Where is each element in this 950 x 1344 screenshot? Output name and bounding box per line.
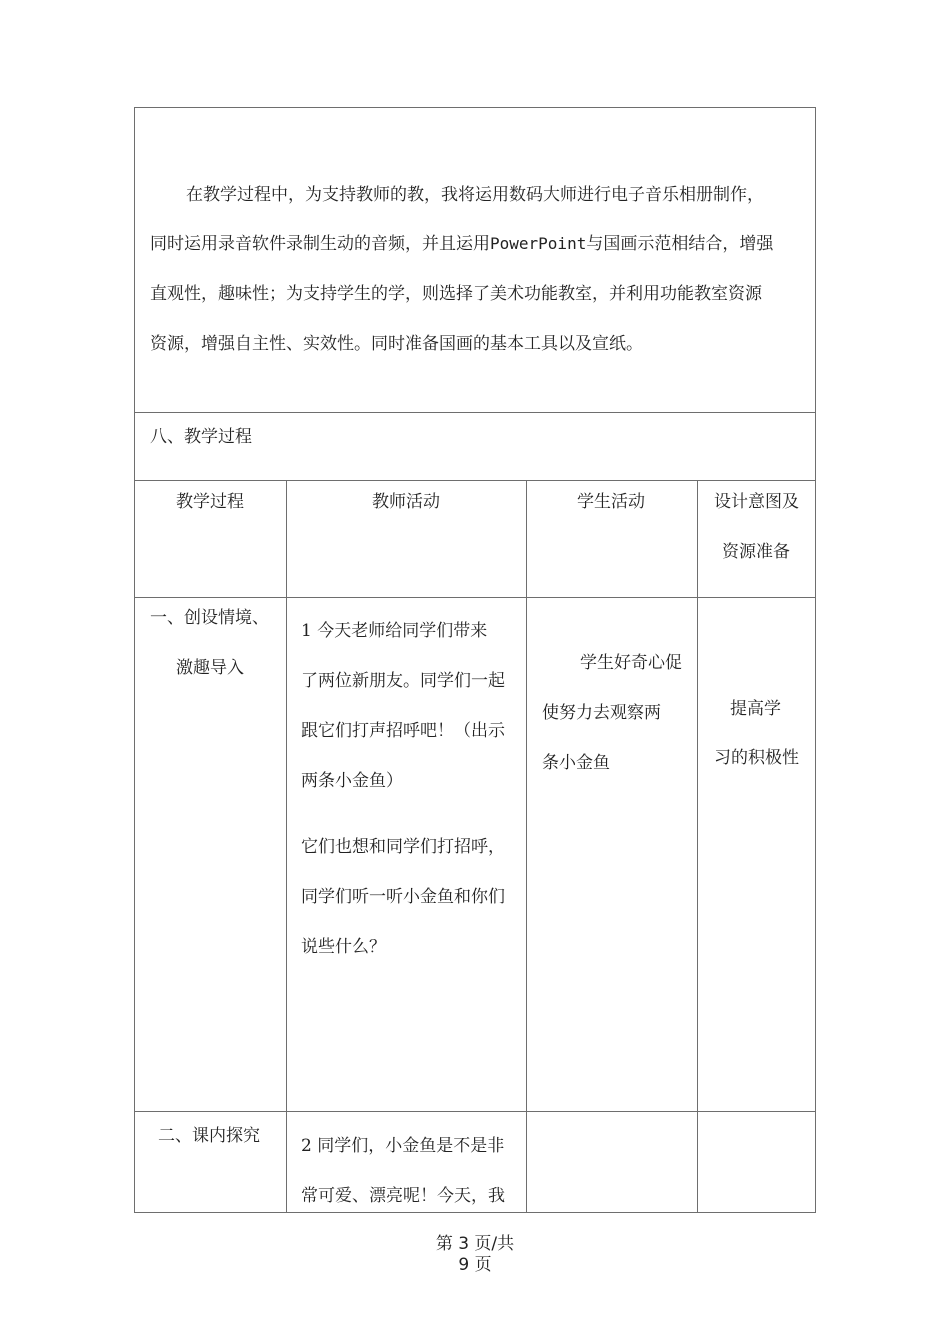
student-cell-line-3: 条小金鱼 [542, 753, 610, 773]
student-cell-line-2: 使努力去观察两 [542, 703, 661, 723]
teacher-cell-line-5: 它们也想和同学们打招呼， [301, 837, 505, 857]
paragraph-line-2 [150, 219, 773, 269]
stage-cell-line-2: 激趣导入 [176, 658, 244, 678]
teacher-cell-line-2: 了两位新朋友。同学们一起 [301, 671, 505, 691]
paragraph-line-2b: 与国画示范相结合，增强 [586, 234, 774, 254]
page-number-line-2: 9 页 [458, 1255, 492, 1275]
column-divider [526, 480, 527, 1213]
paragraph-line-4: 资源，增强自主性、实效性。同时准备国画的基本工具以及宣纸。 [150, 334, 643, 354]
student-cell-line-1: 学生好奇心促 [580, 653, 682, 673]
teacher-cell-line-3: 跟它们打声招呼吧！（出示 [301, 721, 505, 741]
paragraph-line-3: 直观性，趣味性；为支持学生的学，则选择了美术功能教室，并利用功能教室资源 [150, 284, 762, 304]
teacher-cell-line-1: 2 同学们，小金鱼是不是非 [301, 1136, 505, 1156]
stage-cell-line-1: 二、课内探究 [158, 1126, 260, 1146]
paragraph-line-1: 在教学过程中，为支持教师的教，我将运用数码大师进行电子音乐相册制作， [186, 185, 764, 205]
powerpoint-text: PowerPoint [490, 234, 587, 253]
column-divider [286, 480, 287, 1213]
header-intent-line-1: 设计意图及 [714, 492, 799, 512]
teacher-cell-line-6: 同学们听一听小金鱼和你们 [301, 887, 505, 907]
intent-cell-line-1: 提高学 [730, 699, 781, 719]
stage-cell-line-1: 一、创设情境、 [150, 608, 269, 628]
column-divider [697, 480, 698, 1213]
page-number-line-1: 第 3 页/共 [435, 1234, 515, 1254]
header-stage: 教学过程 [176, 492, 244, 512]
teacher-cell-line-1: 1 今天老师给同学们带来 [301, 621, 488, 641]
section-heading: 八、教学过程 [150, 427, 252, 447]
header-student: 学生活动 [577, 492, 645, 512]
header-intent-line-2: 资源准备 [722, 542, 790, 562]
intent-cell-line-2: 习的积极性 [714, 748, 799, 768]
teacher-cell-line-2: 常可爱、漂亮呢！今天，我 [301, 1186, 505, 1206]
paragraph-line-2a: 同时运用录音软件录制生动的音频，并且运用 [150, 234, 490, 254]
header-teacher: 教师活动 [372, 492, 440, 512]
teacher-cell-line-7: 说些什么？ [301, 937, 386, 957]
teacher-cell-line-4: 两条小金鱼） [301, 771, 403, 791]
